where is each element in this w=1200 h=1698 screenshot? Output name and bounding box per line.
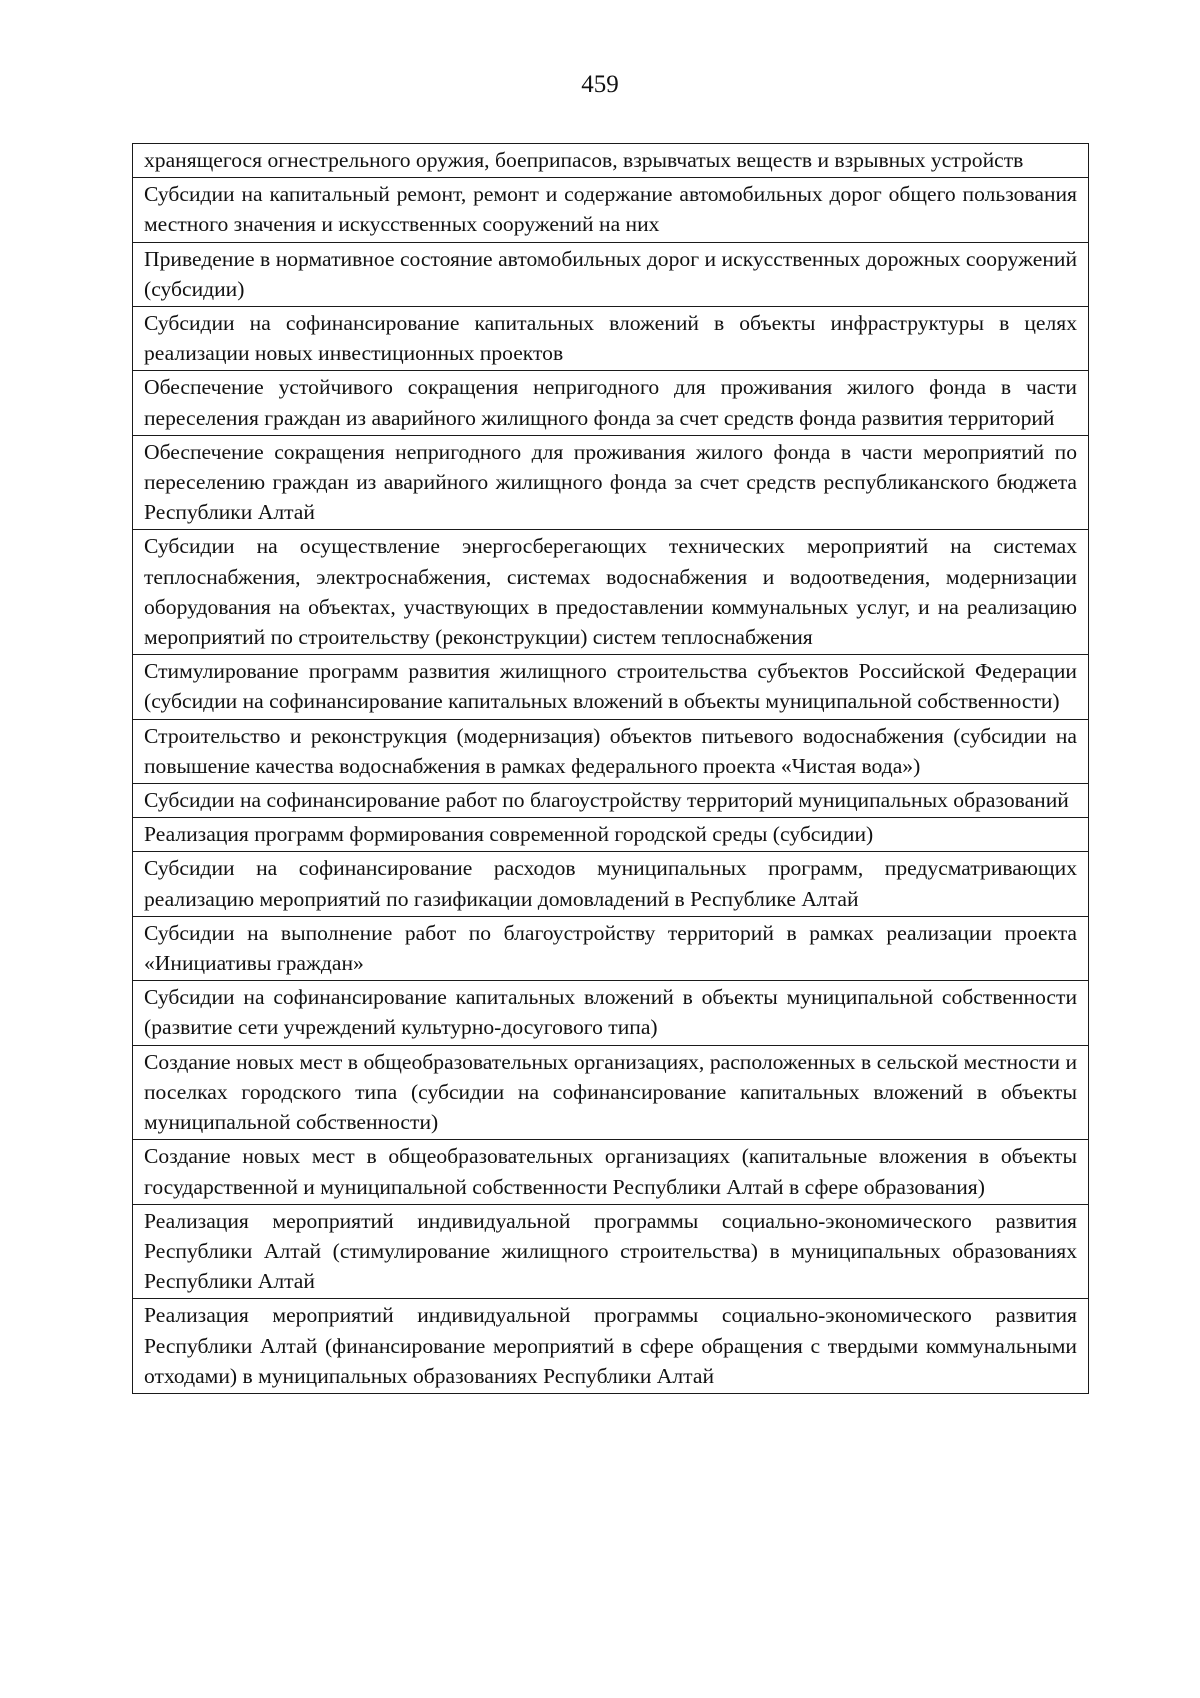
table-row bbox=[133, 371, 1089, 435]
table-cell: Субсидии на софинансирование капитальных вложений в объекты инфраструктуры в целях реализации новых инвестиционных проектов bbox=[133, 307, 1089, 371]
table-cell: Субсидии на капитальный ремонт, ремонт и содержание автомобильных дорог общего пользования местного значения и искусственных сооружений на них bbox=[133, 178, 1089, 242]
document-table bbox=[132, 143, 1089, 1394]
table-row bbox=[133, 307, 1089, 371]
table-row bbox=[133, 530, 1089, 655]
table-cell: Создание новых мест в общеобразовательных организациях (капитальные вложения в объекты государственной и муниципальной собственности Республики Алтай в сфере образования) bbox=[133, 1140, 1089, 1204]
table-row bbox=[133, 435, 1089, 530]
table-cell: Реализация мероприятий индивидуальной программы социально-экономического развития Республики Алтай (стимулирование жилищного строительства) в муниципальных образованиях Республики Алтай bbox=[133, 1204, 1089, 1299]
table-cell: Стимулирование программ развития жилищного строительства субъектов Российской Федерации (субсидии на софинансирование капитальных вложений в объекты муниципальной собственности) bbox=[133, 655, 1089, 719]
table-row bbox=[133, 1140, 1089, 1204]
table-cell: Субсидии на софинансирование расходов муниципальных программ, предусматривающих реализацию мероприятий по газификации домовладений в Республике Алтай bbox=[133, 852, 1089, 916]
table-cell: Приведение в нормативное состояние автомобильных дорог и искусственных дорожных сооружений (субсидии) bbox=[133, 242, 1089, 306]
page-number: 459 bbox=[581, 71, 619, 98]
table-row bbox=[133, 818, 1089, 852]
document-table-body bbox=[133, 144, 1089, 1394]
table-row bbox=[133, 1299, 1089, 1394]
table-cell: Субсидии на софинансирование капитальных вложений в объекты муниципальной собственности (развитие сети учреждений культурно-досугового типа) bbox=[133, 981, 1089, 1045]
table-row bbox=[133, 1045, 1089, 1140]
table-row bbox=[133, 242, 1089, 306]
table-cell: Реализация мероприятий индивидуальной программы социально-экономического развития Республики Алтай (финансирование мероприятий в сфере обращения с твердыми коммунальными отходами) в муниципальных образованиях Республики Алтай bbox=[133, 1299, 1089, 1394]
table-cell: Обеспечение сокращения непригодного для проживания жилого фонда в части мероприятий по переселению граждан из аварийного жилищного фонда за счет средств республиканского бюджета Республики Алтай bbox=[133, 435, 1089, 530]
table-row bbox=[133, 784, 1089, 818]
table-cell: Создание новых мест в общеобразовательных организациях, расположенных в сельской местности и поселках городского типа (субсидии на софинансирование капитальных вложений в объекты муниципальной собственности) bbox=[133, 1045, 1089, 1140]
table-cell: Реализация программ формирования современной городской среды (субсидии) bbox=[133, 818, 1089, 852]
table-row bbox=[133, 981, 1089, 1045]
table-cell: хранящегося огнестрельного оружия, боеприпасов, взрывчатых веществ и взрывных устройств bbox=[133, 144, 1089, 178]
table-row bbox=[133, 144, 1089, 178]
table-cell: Субсидии на выполнение работ по благоустройству территорий в рамках реализации проекта «Инициативы граждан» bbox=[133, 916, 1089, 980]
table-row bbox=[133, 719, 1089, 783]
table-row bbox=[133, 178, 1089, 242]
table-cell: Субсидии на осуществление энергосберегающих технических мероприятий на системах теплоснабжения, электроснабжения, системах водоснабжения и водоотведения, модернизации оборудования на объектах, участвующих в предоставлении коммунальных услуг, и на реализацию мероприятий по строительству (реконструкции) систем теплоснабжения bbox=[133, 530, 1089, 655]
table-cell: Обеспечение устойчивого сокращения непригодного для проживания жилого фонда в части переселения граждан из аварийного жилищного фонда за счет средств фонда развития территорий bbox=[133, 371, 1089, 435]
table-cell: Субсидии на софинансирование работ по благоустройству территорий муниципальных образований bbox=[133, 784, 1089, 818]
table-cell: Строительство и реконструкция (модернизация) объектов питьевого водоснабжения (субсидии на повышение качества водоснабжения в рамках федерального проекта «Чистая вода») bbox=[133, 719, 1089, 783]
table-row bbox=[133, 655, 1089, 719]
table-row bbox=[133, 916, 1089, 980]
table-row bbox=[133, 1204, 1089, 1299]
table-row bbox=[133, 852, 1089, 916]
